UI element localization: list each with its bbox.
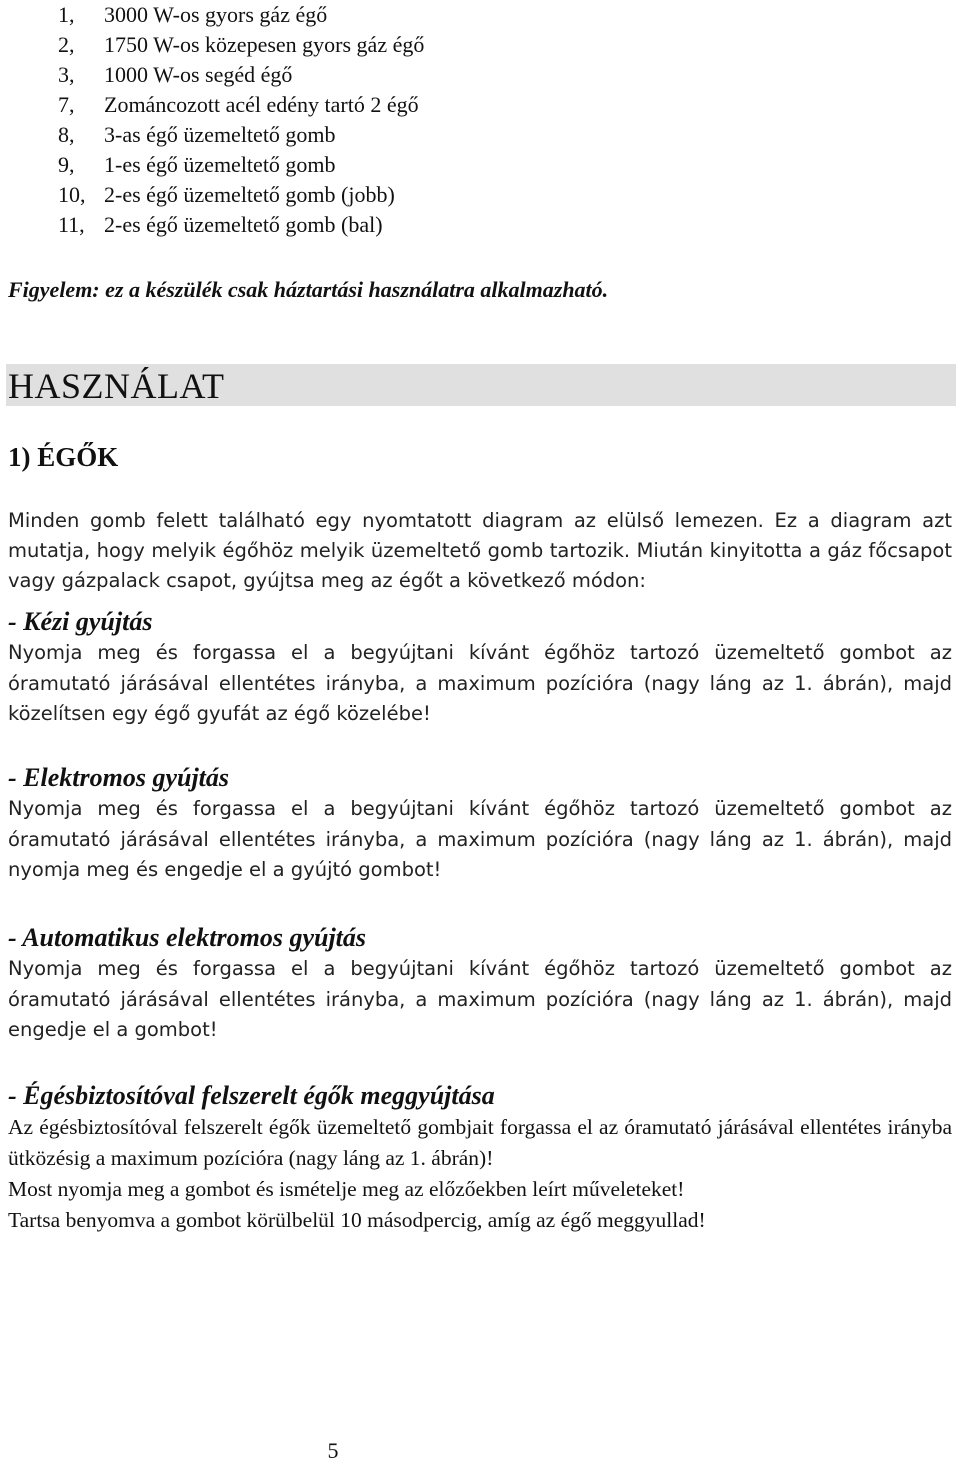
section-heading: - Kézi gyújtás <box>8 607 153 636</box>
section-heading: - Elektromos gyújtás <box>8 763 230 792</box>
list-item <box>58 180 424 210</box>
item-number: 8, <box>58 122 75 147</box>
list-item <box>58 90 424 120</box>
list-item <box>58 120 424 150</box>
flame-safety-section <box>8 1080 952 1236</box>
warning-note: Figyelem: ez a készülék csak háztartási használatra alkalmazható. <box>8 277 609 302</box>
item-text: 2-es égő üzemeltető gomb (jobb) <box>104 182 395 207</box>
list-item <box>58 210 424 240</box>
automatic-ignition-section <box>8 922 952 1046</box>
instruction-line: Most nyomja meg a gombot és ismételje meg az előzőekben leírt műveleteket! <box>8 1177 685 1201</box>
list-item <box>58 150 424 180</box>
list-item <box>58 60 424 90</box>
parts-list <box>58 0 424 240</box>
item-number: 2, <box>58 32 75 57</box>
electric-ignition-section <box>8 762 952 886</box>
section-title: HASZNÁLAT <box>8 366 225 406</box>
subsection-title: 1) ÉGŐK <box>8 442 119 472</box>
item-number: 3, <box>58 62 75 87</box>
item-text: 2-es égő üzemeltető gomb (bal) <box>104 212 383 237</box>
section-heading: - Automatikus elektromos gyújtás <box>8 923 367 952</box>
section-heading: - Égésbiztosítóval felszerelt égők meggyújtása <box>8 1081 495 1110</box>
item-text: 1-es égő üzemeltető gomb <box>104 152 336 177</box>
item-text: 1750 W-os közepesen gyors gáz égő <box>104 32 425 57</box>
item-text: 1000 W-os segéd égő <box>104 62 293 87</box>
section-paragraph: Nyomja meg és forgassa el a begyújtani kívánt égőhöz tartozó üzemeltető gombot az óramutató járásával ellentétes irányba, a maximum pozícióra (nagy láng az 1. ábrán), majd nyomja meg és engedje el a gyújtó gombot! <box>8 797 952 881</box>
section-paragraph: Nyomja meg és forgassa el a begyújtani kívánt égőhöz tartozó üzemeltető gombot az óramutató járásával ellentétes irányba, a maximum pozícióra (nagy láng az 1. ábrán), majd közelítsen egy égő gyufát az égő közelébe! <box>8 641 952 725</box>
item-number: 10, <box>58 182 86 207</box>
intro-paragraph: Minden gomb felett található egy nyomtatott diagram az elülső lemezen. Ez a diagram azt mutatja, hogy melyik égőhöz melyik üzemeltető gomb tartozik. Miután kinyitotta a gáz főcsapot vagy gázpalack csapot, gyújtsa meg az égőt a következő módon: <box>8 509 952 592</box>
instruction-line: Tartsa benyomva a gombot körülbelül 10 másodpercig, amíg az égő meggyullad! <box>8 1208 706 1232</box>
item-number: 11, <box>58 212 85 237</box>
manual-ignition-section <box>8 606 952 730</box>
list-item <box>58 0 424 30</box>
item-text: 3000 W-os gyors gáz égő <box>104 2 328 27</box>
section-paragraph: Az égésbiztosítóval felszerelt égők üzemeltető gombjait forgassa el az óramutató járásával ellentétes irányba ütközésig a maximum pozícióra (nagy láng az 1. ábrán)! <box>8 1115 952 1170</box>
list-item <box>58 30 424 60</box>
item-number: 9, <box>58 152 75 177</box>
item-number: 1, <box>58 2 75 27</box>
item-text: Zománcozott acél edény tartó 2 égő <box>104 92 419 117</box>
section-paragraph: Nyomja meg és forgassa el a begyújtani kívánt égőhöz tartozó üzemeltető gombot az óramutató járásával ellentétes irányba, a maximum pozícióra (nagy láng az 1. ábrán), majd engedje el a gombot! <box>8 957 952 1041</box>
item-number: 7, <box>58 92 75 117</box>
page-number: 5 <box>327 1438 339 1463</box>
item-text: 3-as égő üzemeltető gomb <box>104 122 336 147</box>
